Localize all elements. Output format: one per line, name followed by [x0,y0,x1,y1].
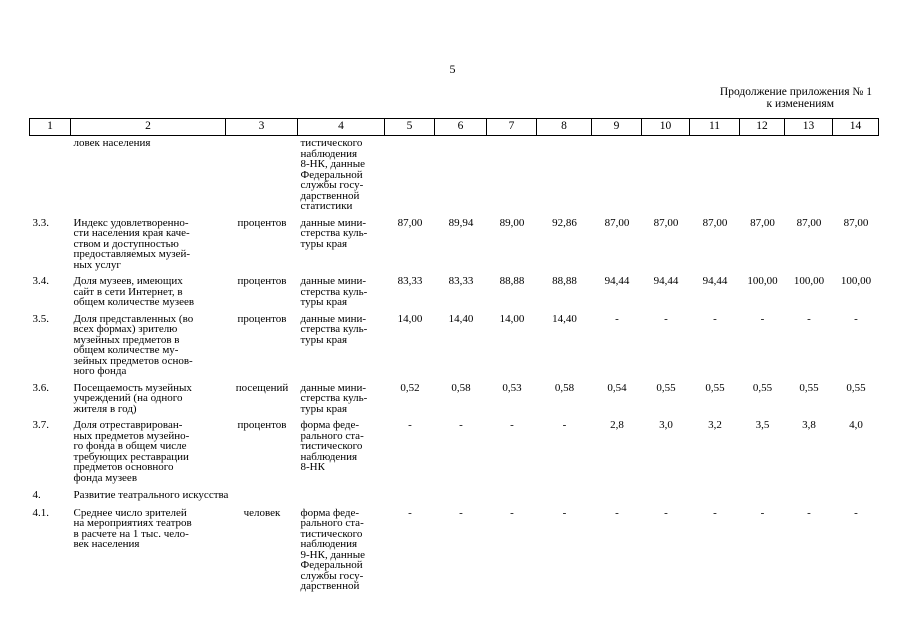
value-cell: 87,00 [843,216,869,229]
value-cell: - [760,312,765,325]
table-header-row [30,119,879,136]
indicator-name: Доля отреставрирован- ных предметов музейно- го фонда в общем числе требующих реставрации предметов основного фонда музеев [73,419,190,484]
row-number: 3.6. [32,381,49,394]
value-cell: 87,00 [397,216,423,229]
value-cell: 0,55 [846,381,866,394]
value-cell [537,136,592,216]
value-cell: 89,94 [448,216,474,229]
row-number: 3.5. [32,312,49,325]
data-source: данные мини- стерства куль- туры края [300,312,368,346]
value-cell: 92,86 [552,216,577,229]
value-cell: 3,2 [708,419,722,431]
value-cell [785,136,833,216]
unit-of-measure: процентов [237,275,287,287]
value-cell: - [615,506,619,519]
value-cell: - [459,419,463,431]
value-cell: 2,8 [610,419,624,431]
value-cell: - [408,506,412,519]
value-cell [833,136,879,216]
column-header-1: 1 [30,119,71,136]
value-cell: - [615,312,619,325]
value-cell [592,136,642,216]
column-header-12: 12 [740,119,785,136]
value-cell [690,136,740,216]
data-source: данные мини- стерства куль- туры края [300,216,368,250]
value-cell: 0,55 [705,381,725,394]
value-cell: 0,52 [400,381,420,394]
value-cell: - [713,506,717,519]
unit-of-measure: процентов [237,216,287,229]
column-header-11: 11 [690,119,740,136]
value-cell: 87,00 [702,216,728,229]
data-source: данные мини- стерства куль- туры края [300,381,368,415]
value-cell: 83,33 [448,275,474,287]
value-cell: 87,00 [653,216,679,229]
row-number: 3.4. [32,275,49,287]
unit-of-measure: процентов [237,312,287,325]
value-cell: 89,00 [499,216,525,229]
column-header-10: 10 [642,119,690,136]
continuation-line-1: Продолжение приложения № 1 [719,86,872,98]
value-cell [642,136,690,216]
table-row [30,216,879,275]
value-cell: 4,0 [849,419,863,431]
value-cell: 100,00 [840,275,872,287]
value-cell: 0,55 [752,381,773,394]
row-number: 4.1. [32,506,49,519]
column-header-5: 5 [385,119,435,136]
section-row [30,487,879,506]
value-cell: 94,44 [702,275,728,287]
column-header-4: 4 [298,119,385,136]
value-cell: 0,58 [554,381,575,394]
value-cell: - [664,506,668,519]
value-cell: - [854,312,858,325]
data-source: тистического наблюдения 8-НК, данные Федеральной службы госу- дарственной статистики [300,137,365,212]
column-header-14: 14 [833,119,879,136]
indicator-name: ловек населения [73,137,151,149]
section-title: Развитие театрального искусства [73,489,229,501]
value-cell: 100,00 [793,275,825,287]
table-row [30,418,879,487]
value-cell: - [510,419,514,431]
row-number: 3.7. [32,419,49,431]
value-cell: 14,00 [499,312,525,325]
unit-of-measure [226,136,298,216]
value-cell: 3,5 [755,419,770,431]
value-cell [487,136,537,216]
value-cell: - [760,506,765,519]
value-cell: 87,00 [796,216,822,229]
value-cell: 14,40 [448,312,474,325]
continuation-header [640,86,872,110]
value-cell: 0,55 [656,381,676,394]
value-cell: 87,00 [604,216,630,229]
indicator-name: Индекс удовлетворенно- сти населения края каче- ством и доступностью предоставляемых музей- ных услуг [73,216,191,271]
column-header-6: 6 [435,119,487,136]
value-cell: 0,53 [502,381,522,394]
column-header-8: 8 [537,119,592,136]
unit-of-measure: человек [243,506,281,519]
value-cell: 100,00 [747,275,778,287]
unit-of-measure: посещений [235,381,289,394]
value-cell: 0,58 [451,381,471,394]
table-row [30,381,879,419]
indicator-name: Доля музеев, имеющих сайт в сети Интернет, в общем количестве музеев [73,275,195,308]
table-row [30,274,879,312]
value-cell: 88,88 [499,275,525,287]
value-cell: 94,44 [604,275,630,287]
value-cell: 87,00 [750,216,775,229]
row-number [30,136,71,216]
value-cell: 0,55 [799,381,819,394]
value-cell: - [664,312,668,325]
value-cell [435,136,487,216]
value-cell: 3,8 [802,419,816,431]
value-cell: 0,54 [607,381,627,394]
table-row [30,136,879,216]
section-number: 4. [32,489,41,501]
column-header-7: 7 [487,119,537,136]
column-header-13: 13 [785,119,833,136]
value-cell: - [807,312,811,325]
value-cell [740,136,785,216]
data-source: форма феде- рального ста- тистического наблюдения 9-НК, данные Федеральной службы госу- дарственной [300,506,365,592]
value-cell: - [459,506,463,519]
value-cell: 3,0 [659,419,673,431]
continuation-line-2: к изменениям [766,98,834,110]
value-cell: 14,40 [552,312,577,325]
table-row [30,506,879,596]
data-source: форма феде- рального ста- тистического наблюдения 8-НК [300,419,364,473]
column-header-3: 3 [226,119,298,136]
value-cell: 83,33 [397,275,423,287]
value-cell: - [807,506,811,519]
value-cell: - [854,506,858,519]
column-header-9: 9 [592,119,642,136]
value-cell: 14,00 [397,312,423,325]
table-body [30,136,879,596]
value-cell: 88,88 [552,275,577,287]
row-number: 3.3. [32,216,49,229]
indicator-name: Доля представленных (во всех формах) зрителю музейных предметов в общем количестве му- зейных предметов основ- ного фонда [73,312,194,377]
value-cell: - [408,419,412,431]
table-row [30,312,879,381]
value-cell: 94,44 [653,275,679,287]
value-cell: - [562,506,567,519]
value-cell [385,136,435,216]
value-cell: - [510,506,514,519]
indicator-name: Посещаемость музейных учреждений (на одного жителя в год) [73,381,192,415]
column-header-2: 2 [71,119,226,136]
value-cell: - [562,419,567,431]
data-source: данные мини- стерства куль- туры края [300,275,368,308]
unit-of-measure: процентов [237,419,287,431]
page-number: 5 [449,62,456,76]
indicator-name: Среднее число зрителей на мероприятиях театров в расчете на 1 тыс. чело- век населения [73,506,192,550]
value-cell: - [713,312,717,325]
indicators-table [29,118,879,596]
